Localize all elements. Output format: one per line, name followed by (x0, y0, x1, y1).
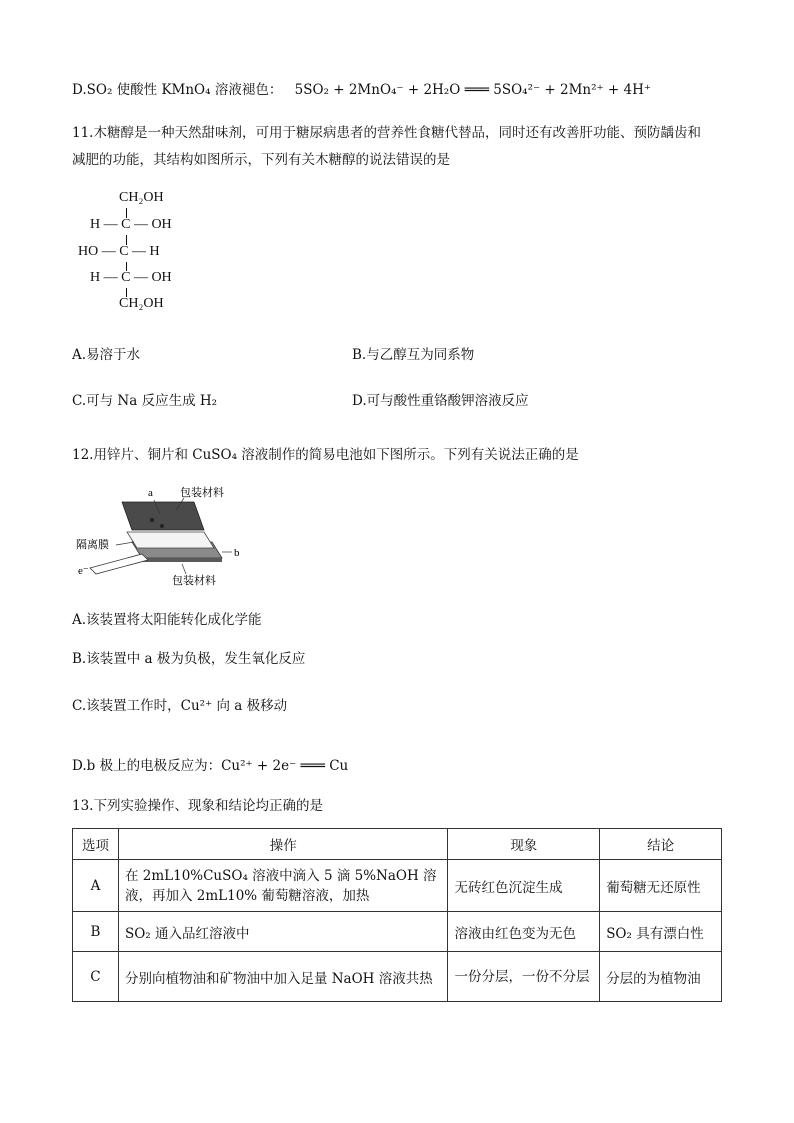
table-row (73, 860, 722, 912)
header-conclusion: 结论 (600, 829, 722, 860)
q12-option-d[interactable]: D.b 极上的电极反应为：Cu²⁺ + 2e⁻ ═══ Cu (72, 758, 349, 774)
dot (150, 518, 154, 522)
pointer-pack-bottom (182, 564, 186, 574)
header-option: 选项 (73, 829, 119, 860)
table-row (73, 912, 722, 952)
q11-option-a[interactable]: A.易溶于水 (72, 347, 141, 363)
row-c-option: C (73, 952, 119, 1002)
row-c-conclusion: 分层的为植物油 (600, 952, 722, 1002)
row-a-phenomenon: 无砖红色沉淀生成 (448, 860, 600, 912)
q13-table (72, 828, 722, 1002)
label-b: b (234, 547, 240, 559)
struct-row-2: H — C — OH (90, 217, 172, 232)
row-b-operation: SO₂ 通入品红溶液中 (118, 912, 448, 952)
row-a-conclusion: 葡萄糖无还原性 (600, 860, 722, 912)
q12-option-a[interactable]: A.该装置将太阳能转化成化学能 (72, 612, 262, 628)
membrane (127, 532, 214, 548)
q10d-equation: 5SO₂ + 2MnO₄⁻ + 2H₂O ═══ 5SO₄²⁻ + 2Mn²⁺ + 4H⁺ (294, 82, 652, 98)
row-b-phenomenon: 溶液由红色变为无色 (448, 912, 600, 952)
q11-option-d[interactable]: D.可与酸性重铬酸钾溶液反应 (352, 393, 529, 409)
q11-stem-line1: 11.木糖醇是一种天然甜味剂，可用于糖尿病患者的营养性食糖代替品，同时还有改善肝功能、预防龋齿和 (72, 125, 701, 141)
q10d-label: D.SO₂ 使酸性 KMnO₄ 溶液褪色： (72, 82, 283, 98)
row-b-conclusion: SO₂ 具有漂白性 (600, 912, 722, 952)
table-row (73, 952, 722, 1002)
q12-option-b[interactable]: B.该装置中 a 极为负极，发生氧化反应 (72, 651, 306, 667)
dot (160, 524, 164, 528)
lead-strip (90, 554, 148, 574)
battery-diagram (72, 482, 272, 588)
struct-row-5: CH₂OH (119, 296, 164, 311)
struct-row-3: HO — C — H (78, 244, 160, 259)
label-e: e⁻ (78, 565, 89, 577)
row-c-phenomenon: 一份分层，一份不分层 (448, 952, 600, 1002)
label-a: a (148, 487, 153, 499)
struct-row-1: CH₂OH (119, 190, 164, 205)
q13-stem: 13.下列实验操作、现象和结论均正确的是 (72, 798, 323, 814)
label-pack-bottom: 包装材料 (172, 574, 216, 587)
plate-b-edge (142, 558, 222, 562)
q11-option-c[interactable]: C.可与 Na 反应生成 H₂ (72, 393, 218, 409)
header-operation: 操作 (118, 829, 448, 860)
row-b-option: B (73, 912, 119, 952)
label-membrane: 隔离膜 (76, 538, 109, 551)
q12-stem: 12.用锌片、铜片和 CuSO₄ 溶液制作的简易电池如下图所示。下列有关说法正确的是 (72, 447, 579, 463)
q11-stem-line2: 减肥的功能，其结构如图所示，下列有关木糖醇的说法错误的是 (72, 152, 450, 168)
row-c-operation: 分别向植物油和矿物油中加入足量 NaOH 溶液共热 (118, 952, 448, 1002)
q11-option-b[interactable]: B.与乙醇互为同系物 (352, 347, 475, 363)
label-pack-top: 包装材料 (180, 486, 224, 499)
q12-option-c[interactable]: C.该装置工作时，Cu²⁺ 向 a 极移动 (72, 698, 288, 714)
row-a-operation: 在 2mL10%CuSO₄ 溶液中滴入 5 滴 5%NaOH 溶液，再加入 2mL10% 葡萄糖溶液，加热 (118, 860, 448, 912)
struct-row-4: H — C — OH (90, 270, 172, 285)
xylitol-structure (78, 190, 188, 320)
table-header-row (73, 829, 722, 860)
pointer-membrane (116, 542, 134, 545)
q10-option-d (72, 78, 651, 98)
row-a-option: A (73, 860, 119, 912)
header-phenomenon: 现象 (448, 829, 600, 860)
